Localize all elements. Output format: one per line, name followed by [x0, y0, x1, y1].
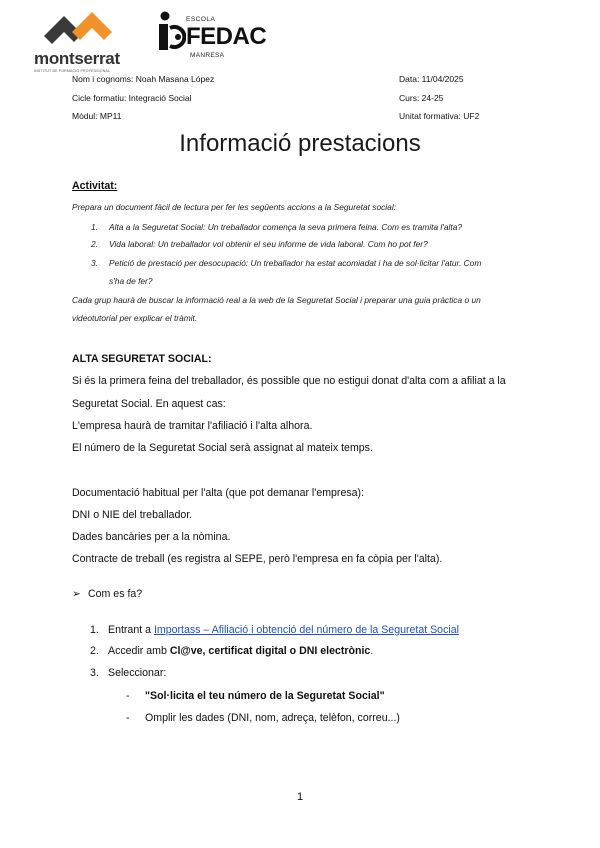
alta-p1-line1: Si és la primera feina del treballador, és possible que no estigui donat d'alta com a afiliat a la	[72, 375, 506, 387]
doc-item-1: DNI o NIE del treballador.	[72, 509, 193, 521]
docs-heading: Documentació habitual per l'alta (que pot demanar l'empresa):	[72, 487, 365, 499]
step-1-num: 1.	[90, 624, 99, 636]
sub-item-1-dash: -	[126, 690, 130, 702]
sub-item-1: "Sol·licita el teu número de la Seguretat Social"	[145, 690, 385, 702]
date: Data: 11/04/2025	[399, 74, 464, 84]
fedac-name: FEDAC	[186, 23, 267, 50]
fedac-escola: ESCOLA	[186, 16, 216, 23]
alta-p1-line2: Seguretat Social. En aquest cas:	[72, 398, 226, 410]
step-1	[108, 624, 459, 636]
step-3: Seleccionar:	[108, 667, 167, 679]
doc-item-2: Dades bancàries per a la nòmina.	[72, 531, 231, 543]
curs: Curs: 24-25	[399, 93, 444, 103]
activitat-outro-line2: videotutorial per explicar el tràmit.	[72, 313, 198, 323]
montserrat-tagline: INSTITUT DE FORMACIÓ PROFESSIONAL	[34, 69, 111, 73]
activitat-item-3-line2: s'ha de fer?	[109, 276, 153, 286]
montserrat-mark-icon	[34, 6, 134, 46]
unitat: Unitat formativa: UF2	[399, 111, 480, 121]
activitat-item-3-line1: Petició de prestació per desocupació: Un treballador ha estat acomiadat i ha de sol·licitar l'atur. Com	[109, 258, 482, 268]
activitat-item-1-num: 1.	[91, 222, 98, 232]
arrow-bullet-icon: ➢	[72, 588, 81, 600]
fedac-mark-icon	[156, 10, 186, 54]
step-2-bold: Cl@ve, certificat digital o DNI electrònic	[169, 645, 371, 657]
step-1-text: Entrant a	[108, 624, 154, 636]
doc-item-3: Contracte de treball (es registra al SEPE, però l'empresa en fa còpia per l'alta).	[72, 553, 443, 565]
page-title: Informació prestacions	[179, 130, 421, 157]
montserrat-logo	[34, 6, 134, 73]
page-number: 1	[296, 791, 304, 803]
modul: Mòdul: MP11	[72, 111, 122, 121]
sub-item-2: Omplir les dades (DNI, nom, adreça, telèfon, correu...)	[145, 712, 400, 724]
alta-heading: ALTA SEGURETAT SOCIAL:	[72, 353, 212, 365]
step-2-num: 2.	[90, 645, 99, 657]
fedac-city: MANRESA	[190, 52, 225, 59]
alta-p3: El número de la Seguretat Social serà assignat al mateix temps.	[72, 442, 373, 454]
activitat-item-1: Alta a la Seguretat Social: Un treballador comença la seva primera feina. Com es tramita l'alta?	[109, 222, 463, 232]
activitat-item-3-num: 3.	[91, 258, 98, 268]
student-name: Nom i cognoms: Noah Masana López	[72, 74, 215, 84]
montserrat-name: montserrat	[34, 49, 120, 68]
sub-item-2-dash: -	[126, 712, 130, 724]
step-2-end: .	[370, 645, 374, 657]
alta-p2: L'empresa haurà de tramitar l'afiliació i l'alta alhora.	[72, 420, 313, 432]
activitat-intro: Prepara un document fàcil de lectura per fer les següents accions a la Seguretat social:	[72, 202, 397, 212]
how-label: Com es fa?	[88, 588, 143, 600]
activitat-outro-line1: Cada grup haurà de buscar la informació real a la web de la Seguretat Social i preparar una guia pràctica o un	[72, 295, 481, 305]
activitat-item-2: Vida laboral: Un treballador vol obtenir el seu informe de vida laboral. Com ho pot fer?	[109, 239, 428, 249]
step-3-num: 3.	[90, 667, 99, 679]
cicle: Cicle formatiu: Integració Social	[72, 93, 192, 103]
importass-link[interactable]: Importass – Afiliació i obtenció del número de la Seguretat Social	[153, 624, 459, 636]
fedac-logo	[156, 8, 278, 64]
activitat-item-2-num: 2.	[91, 239, 98, 249]
activitat-heading: Activitat:	[72, 180, 118, 192]
step-2	[108, 645, 373, 657]
step-2-text: Accedir amb	[108, 645, 170, 657]
